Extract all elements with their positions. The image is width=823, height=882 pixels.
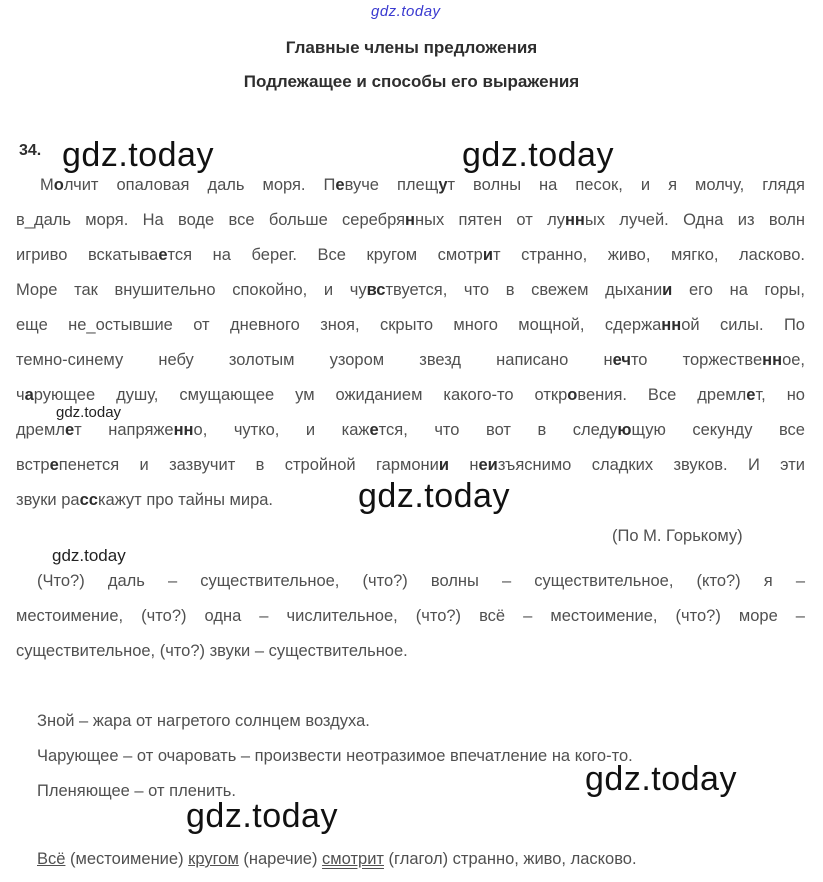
highlighted-letters: и bbox=[482, 246, 493, 264]
answer-line-2: местоимение, (что?) одна – числительное, (что?) всё – местоимение, (что?) море – bbox=[16, 607, 805, 625]
parse-part-1: (местоимение) bbox=[65, 850, 189, 868]
text-line bbox=[16, 246, 805, 265]
watermark-top: gdz.today bbox=[371, 3, 441, 20]
watermark: gdz.today bbox=[462, 136, 614, 174]
watermark: gdz.today bbox=[62, 136, 214, 174]
highlighted-letters: еч bbox=[612, 351, 631, 369]
answer-line-1: (Что?) даль – существительное, (что?) волны – существительное, (кто?) я – bbox=[37, 572, 805, 590]
parse-line bbox=[37, 850, 637, 869]
text-fragment: ых лучей. Одна из волн bbox=[584, 211, 805, 229]
parse-part-2: (наречие) bbox=[238, 850, 323, 868]
parse-part-3: (глагол) странно, живо, ласково. bbox=[383, 850, 637, 868]
highlighted-letters: е bbox=[369, 421, 379, 439]
highlighted-letters: о bbox=[567, 386, 578, 404]
page-title: Главные члены предложения bbox=[285, 38, 538, 57]
text-fragment: т напряже bbox=[74, 421, 174, 439]
answer-line-3: существительное, (что?) звуки – существительное. bbox=[16, 642, 408, 660]
highlighted-letters: у bbox=[438, 176, 448, 194]
text-fragment: тся на берег. Все кругом смотр bbox=[167, 246, 483, 264]
text-fragment: н bbox=[449, 456, 479, 474]
text-fragment: в_даль моря. На воде все больше серебря bbox=[16, 211, 406, 229]
watermark: gdz.today bbox=[186, 797, 338, 835]
text-fragment: ч bbox=[16, 386, 25, 404]
text-fragment: ое, bbox=[782, 351, 805, 369]
highlighted-letters: е bbox=[746, 386, 756, 404]
parse-subject: Всё bbox=[37, 850, 66, 868]
text-fragment: еще не_остывшие от дневного зноя, скрыто много мощной, сдержа bbox=[16, 316, 662, 334]
text-fragment: встр bbox=[16, 456, 50, 474]
highlighted-letters: е bbox=[64, 421, 75, 439]
highlighted-letters: сс bbox=[79, 491, 98, 509]
text-line bbox=[40, 176, 805, 195]
text-fragment: ой силы. По bbox=[681, 316, 805, 334]
text-line bbox=[16, 211, 805, 230]
text-fragment: лчит опаловая даль моря. П bbox=[63, 176, 336, 194]
watermark: gdz.today bbox=[585, 760, 737, 798]
definition-2: Чарующее – от очаровать – произвести неотразимое впечатление на кого-то. bbox=[37, 747, 633, 765]
text-line bbox=[16, 316, 805, 335]
text-fragment: игриво вскатыва bbox=[16, 246, 159, 264]
definition-1: Зной – жара от нагретого солнцем воздуха. bbox=[37, 712, 370, 730]
text-fragment: темно-синему небу золотым узором звезд написано н bbox=[16, 351, 613, 369]
text-fragment: его на горы, bbox=[672, 281, 805, 299]
highlighted-letters: и bbox=[662, 281, 673, 299]
text-fragment: М bbox=[40, 176, 54, 194]
text-line bbox=[16, 386, 805, 405]
highlighted-letters: нн bbox=[564, 211, 585, 229]
text-line bbox=[16, 281, 805, 300]
watermark: gdz.today bbox=[358, 477, 510, 515]
text-fragment: зъяснимо сладких звуков. И эти bbox=[497, 456, 806, 474]
exercise-number: 34. bbox=[19, 142, 42, 159]
highlighted-letters: ю bbox=[617, 421, 632, 439]
parse-predicate: смотрит bbox=[322, 850, 384, 868]
highlighted-letters: еи bbox=[478, 456, 498, 474]
text-fragment: рующее душу, смущающее ум ожиданием какого-то откр bbox=[33, 386, 568, 404]
text-fragment: т странно, живо, мягко, ласково. bbox=[492, 246, 805, 264]
highlighted-letters: е bbox=[158, 246, 168, 264]
parse-adverb: кругом bbox=[188, 850, 239, 868]
text-line bbox=[16, 491, 273, 510]
text-line bbox=[16, 351, 805, 370]
text-fragment: тся, что вот в следу bbox=[378, 421, 618, 439]
highlighted-letters: нн bbox=[173, 421, 194, 439]
text-line bbox=[16, 421, 805, 440]
highlighted-letters: и bbox=[438, 456, 449, 474]
highlighted-letters: а bbox=[24, 386, 34, 404]
attribution: (По М. Горькому) bbox=[612, 527, 743, 545]
highlighted-letters: вс bbox=[366, 281, 386, 299]
highlighted-letters: е bbox=[335, 176, 345, 194]
highlighted-letters: о bbox=[53, 176, 64, 194]
text-fragment: т волны на песок, и я молчу, глядя bbox=[447, 176, 805, 194]
definition-3: Пленяющее – от пленить. bbox=[37, 782, 236, 800]
text-fragment: твуется, что в свежем дыхани bbox=[385, 281, 663, 299]
page-subtitle: Подлежащее и способы его выражения bbox=[243, 72, 580, 91]
text-fragment: звуки ра bbox=[16, 491, 80, 509]
text-line bbox=[16, 456, 805, 475]
highlighted-letters: е bbox=[49, 456, 59, 474]
text-fragment: вения. Все дремл bbox=[577, 386, 747, 404]
watermark: gdz.today bbox=[52, 546, 126, 565]
watermark: gdz.today bbox=[56, 404, 122, 421]
text-fragment: щую секунду все bbox=[631, 421, 805, 439]
highlighted-letters: нн bbox=[661, 316, 682, 334]
text-fragment: т, но bbox=[755, 386, 805, 404]
text-fragment: то торжестве bbox=[630, 351, 763, 369]
text-fragment: кажут про тайны мира. bbox=[97, 491, 274, 509]
text-fragment: о, чутко, и каж bbox=[193, 421, 370, 439]
text-fragment: дремл bbox=[16, 421, 65, 439]
highlighted-letters: нн bbox=[762, 351, 783, 369]
text-fragment: ных пятен от лу bbox=[415, 211, 565, 229]
highlighted-letters: н bbox=[405, 211, 416, 229]
text-fragment: пенется и зазвучит в стройной гармони bbox=[58, 456, 439, 474]
text-fragment: вуче плещ bbox=[344, 176, 439, 194]
text-fragment: Море так внушительно спокойно, и чу bbox=[16, 281, 367, 299]
